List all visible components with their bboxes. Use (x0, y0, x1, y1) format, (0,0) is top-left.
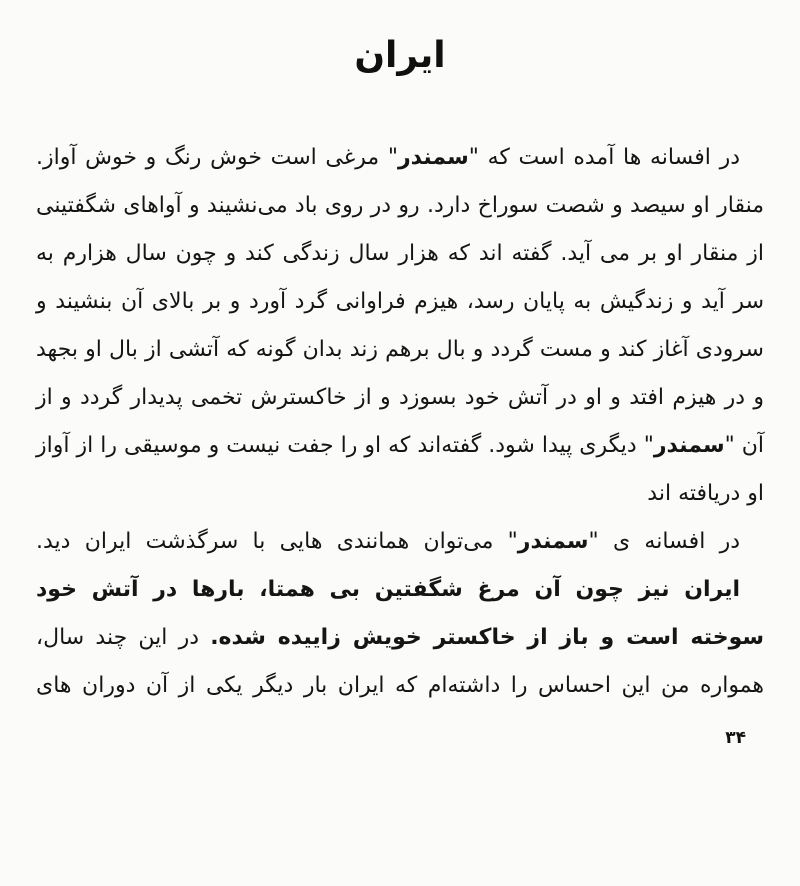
page-number: ۳۴ (725, 728, 746, 748)
samandar-term: سمندر (653, 433, 725, 458)
samandar-term: سمندر (517, 529, 589, 554)
text-segment: در این چند سال، همواره من این احساس را داشته‌ام که ایران بار دیگر یکی از آن دوران های (36, 625, 764, 698)
samandar-term: سمندر (398, 145, 469, 170)
page-title: ایران (354, 35, 446, 76)
text-segment: در افسانه ی " (588, 529, 741, 554)
bold-statement: ایران نیز چون آن مرغ شگفتین بی همتا، بارها در آتش خود سوخته است و باز از خاکستر خویش زاییده شده. (36, 577, 764, 650)
text-segment: " دیگری پیدا شود. گفته‌اند که او را جفت نیست و موسیقی را از آواز او دریافته اند (36, 433, 764, 506)
paragraph-samandar-legend (36, 134, 764, 518)
text-segment: " مرغی است خوش رنگ و خوش آواز. منقار او سیصد و شصت سوراخ دارد. رو در روی باد می‌نشیند و آواهای شگفتینی از منقار او بر می آید. گفته اند که هزار سال زندگی کند و چون سال هزارم به سر آید و زندگیش به پایان رسد، هیزم فراوانی گرد آورد و بر بالای آن بنشیند و سرودی آغاز کند و مست گردد و بال برهم زند بدان گونه که آتشی از بال او بجهد و در هیزم افتد و او در آتش خود بسوزد و از خاکسترش تخمی پدیدار گردد و از آن " (36, 145, 764, 458)
text-segment: " می‌توان همانندی هایی با سرگذشت ایران دید. (36, 529, 518, 554)
paragraph-iran-rebirth (36, 566, 764, 710)
text-segment: در افسانه ها آمده است که " (468, 145, 740, 170)
body-text (36, 134, 764, 710)
paragraph-analogy (36, 518, 764, 566)
